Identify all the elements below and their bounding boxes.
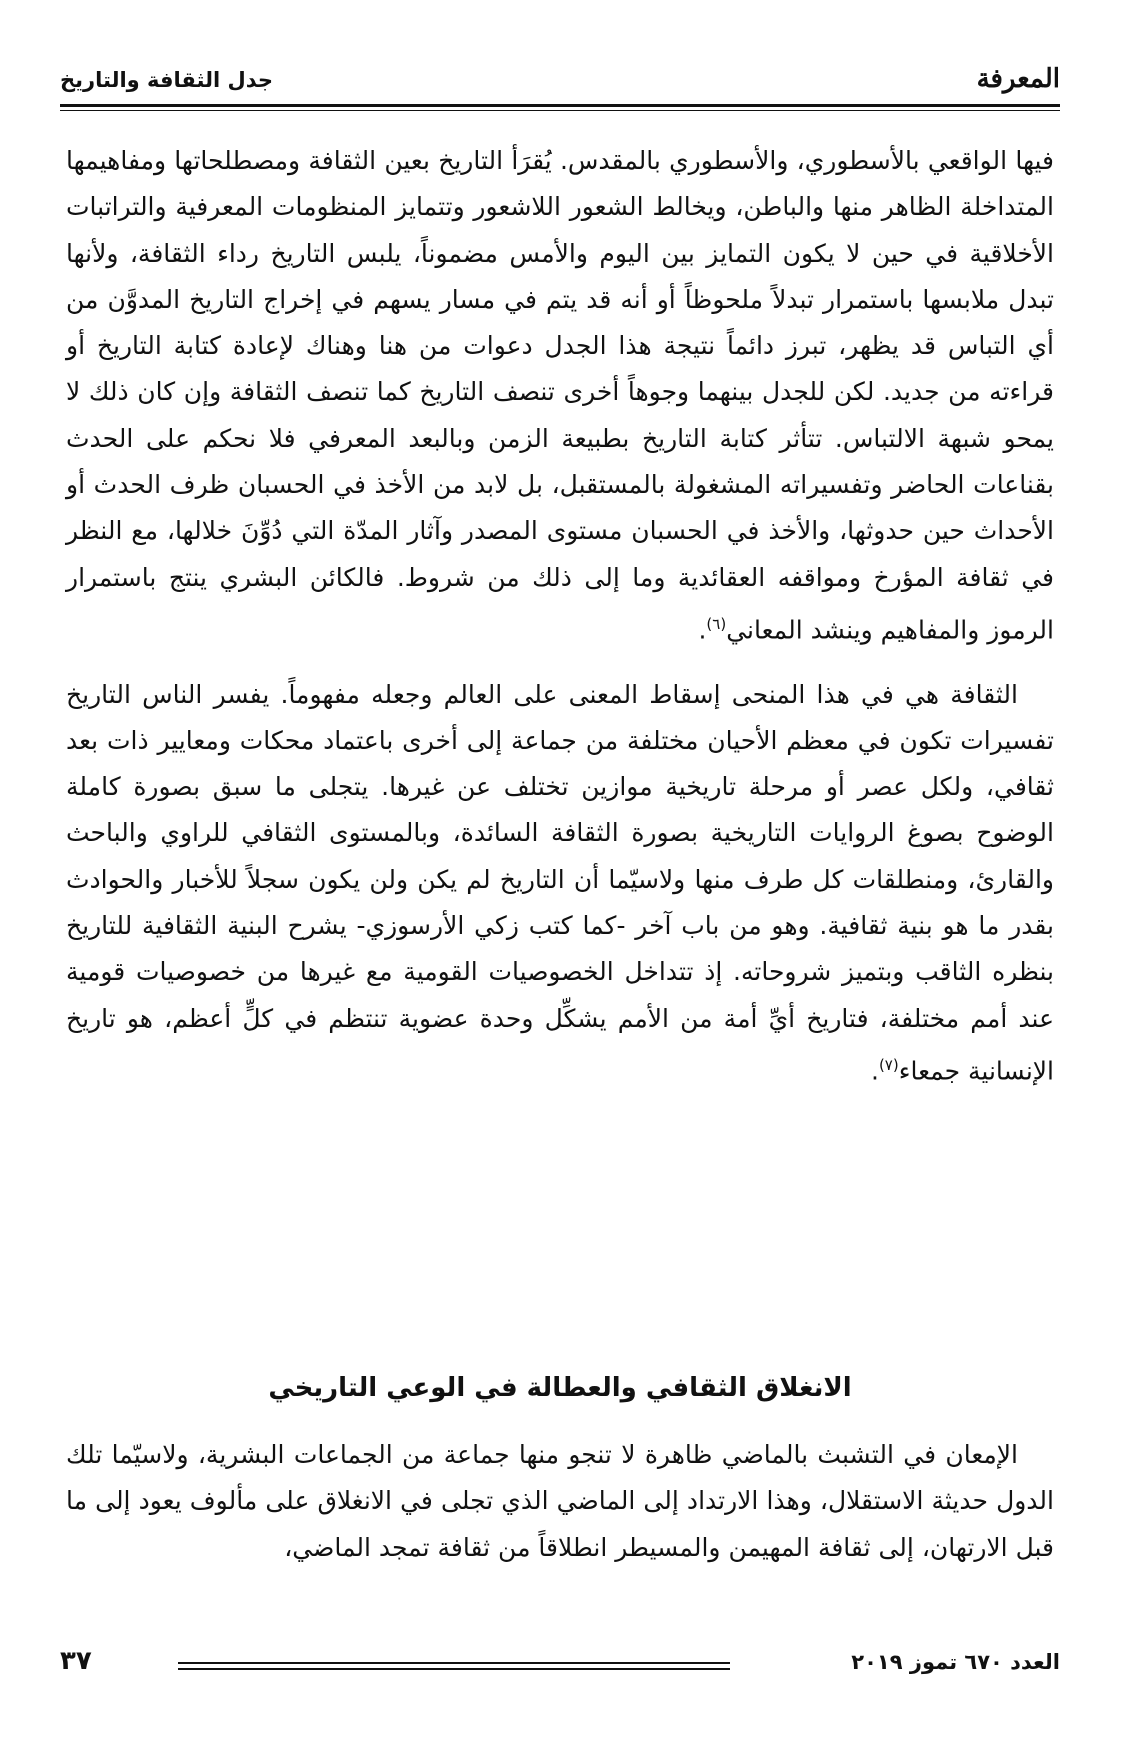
section-heading: الانغلاق الثقافي والعطالة في الوعي التاريخي [268, 1373, 852, 1403]
header-rule-bottom [60, 110, 1060, 111]
paragraph: الثقافة هي في هذا المنحى إسقاط المعنى على العالم وجعله مفهوماً. يفسر الناس التاريخ تفسيرات تكون في معظم الأحيان مختلفة من جماعة إلى أخرى باعتماد محكات ومعايير ذات بعد ثقافي، ولكل عصر أو مرحلة تاريخية موازين تختلف عن غيرها. يتجلى ما سبق بصورة كاملة الوضوح بصوغ الروايات التاريخية بصورة الثقافة السائدة، وبالمستوى الثقافي للراوي والباحث والقارئ، ومنطلقات كل طرف منها ولاسيّما أن التاريخ لم يكن ولن يكون سجلاً للأخبار والحوادث بقدر ما هو بنية ثقافية. وهو من باب آخر -كما كتب زكي الأرسوزي- يشرح البنية الثقافية للتاريخ بنظره الثاقب وبتميز شروحاته. إذ تتداخل الخصوصيات القومية مع غيرها من خصوصيات قومية عند أمم مختلفة، فتاريخ أيِّ أمة من الأمم يشكِّل وحدة عضوية تنتظم في كلٍّ أعظم، هو تاريخ الإنسانية جمعاء$^{(٧)}$. [66, 679, 1054, 1086]
paragraph: فيها الواقعي بالأسطوري، والأسطوري بالمقدس. يُقرَأ التاريخ بعين الثقافة ومصطلحاتها ومفاهيمها المتداخلة الظاهر منها والباطن، ويخالط الشعور اللاشعور وتتمايز المنظومات المعرفية والتراتبات الأخلاقية في حين لا يكون التمايز بين اليوم والأمس مضموناً، يلبس التاريخ رداء الثقافة، ولأنها تبدل ملابسها باستمرار تبدلاً ملحوظاً أو أنه قد يتم في مسار يسهم في إخراج التاريخ المدوَّن من أي التباس قد يظهر، تبرز دائماً نتيجة هذا الجدل دعوات من هنا وهناك لإعادة كتابة التاريخ أو قراءته من جديد. لكن للجدل بينهما وجوهاً أخرى تنصف التاريخ كما تنصف الثقافة وإن كان ذلك لا يمحو شبهة الالتباس. تتأثر كتابة التاريخ بطبيعة الزمن وبالبعد المعرفي فلا نحكم على الحدث بقناعات الحاضر وتفسيراته المشغولة بالمستقبل، بل لابد من الأخذ في الحسبان ظرف الحدث أو الأحداث حين حدوثها، والأخذ في الحسبان مستوى المصدر وآثار المدّة التي دُوِّنَ خلالها، مع النظر في ثقافة المؤرخ ومواقفه العقائدية وما إلى ذلك من شروط. فالكائن البشري ينتج باستمرار الرموز والمفاهيم وينشد المعاني$^{(٦)}$. [66, 146, 1054, 645]
issue-info: العدد ٦٧٠ تموز ٢٠١٩ [851, 1650, 1060, 1674]
footer-rule-bottom [178, 1668, 730, 1670]
article-body [66, 138, 1054, 1095]
section-body [66, 1432, 1054, 1571]
footer-rule-top [178, 1662, 730, 1664]
footnote-ref[interactable]: (٧) [878, 1055, 899, 1074]
header-rule-top [60, 104, 1060, 107]
page-footer [60, 1648, 1060, 1684]
footnote-ref[interactable]: (٦) [706, 614, 727, 633]
paragraph-text: فيها الواقعي بالأسطوري، والأسطوري بالمقدس. يُقرَأ التاريخ بعين الثقافة ومصطلحاتها ومفاهيمها المتداخلة الظاهر منها والباطن، ويخالط الشعور اللاشعور وتتمايز المنظومات المعرفية والتراتبات الأخلاقية في حين لا يكون التمايز بين اليوم والأمس مضموناً، يلبس التاريخ رداء الثقافة، ولأنها تبدل ملابسها باستمرار تبدلاً ملحوظاً أو أنه قد يتم في مسار يسهم في إخراج التاريخ المدوَّن من أي التباس قد يظهر، تبرز دائماً نتيجة هذا الجدل دعوات من هنا وهناك لإعادة كتابة التاريخ أو قراءته من جديد. لكن للجدل بينهما وجوهاً أخرى تنصف التاريخ كما تنصف الثقافة وإن كان ذلك لا يمحو شبهة الالتباس. تتأثر كتابة التاريخ بطبيعة الزمن وبالبعد المعرفي فلا نحكم على الحدث بقناعات الحاضر وتفسيراته المشغولة بالمستقبل، بل لابد من الأخذ في الحسبان ظرف الحدث أو الأحداث حين حدوثها، والأخذ في الحسبان مستوى المصدر وآثار المدّة التي دُوِّنَ خلالها، مع النظر في ثقافة المؤرخ ومواقفه العقائدية وما إلى ذلك من شروط. فالكائن البشري ينتج باستمرار الرموز والمفاهيم وينشد المعاني [66, 146, 1054, 645]
page-number: ٣٧ [60, 1646, 92, 1676]
magazine-logo: المعرفة [976, 64, 1060, 94]
page-header [60, 62, 1060, 102]
paragraph: الإمعان في التشبث بالماضي ظاهرة لا تنجو منها جماعة من الجماعات البشرية، ولاسيّما تلك الدول حديثة الاستقلال، وهذا الارتداد إلى الماضي الذي تجلى في الانغلاق على مألوف يعود إلى ما قبل الارتهان، إلى ثقافة المهيمن والمسيطر انطلاقاً من ثقافة تمجد الماضي، [66, 1440, 1054, 1562]
running-title: جدل الثقافة والتاريخ [60, 68, 273, 92]
paragraph-text: الثقافة هي في هذا المنحى إسقاط المعنى على العالم وجعله مفهوماً. يفسر الناس التاريخ تفسيرات تكون في معظم الأحيان مختلفة من جماعة إلى أخرى باعتماد محكات ومعايير ذات بعد ثقافي، ولكل عصر أو مرحلة تاريخية موازين تختلف عن غيرها. يتجلى ما سبق بصورة كاملة الوضوح بصوغ الروايات التاريخية بصورة الثقافة السائدة، وبالمستوى الثقافي للراوي والباحث والقارئ، ومنطلقات كل طرف منها ولاسيّما أن التاريخ لم يكن ولن يكون سجلاً للأخبار والحوادث بقدر ما هو بنية ثقافية. وهو من باب آخر -كما كتب زكي الأرسوزي- يشرح البنية الثقافية للتاريخ بنظره الثاقب وبتميز شروحاته. إذ تتداخل الخصوصيات القومية مع غيرها من خصوصيات قومية عند أمم مختلفة، فتاريخ أيِّ أمة من الأمم يشكِّل وحدة عضوية تنتظم في كلٍّ أعظم، هو تاريخ الإنسانية جمعاء [66, 679, 1054, 1086]
